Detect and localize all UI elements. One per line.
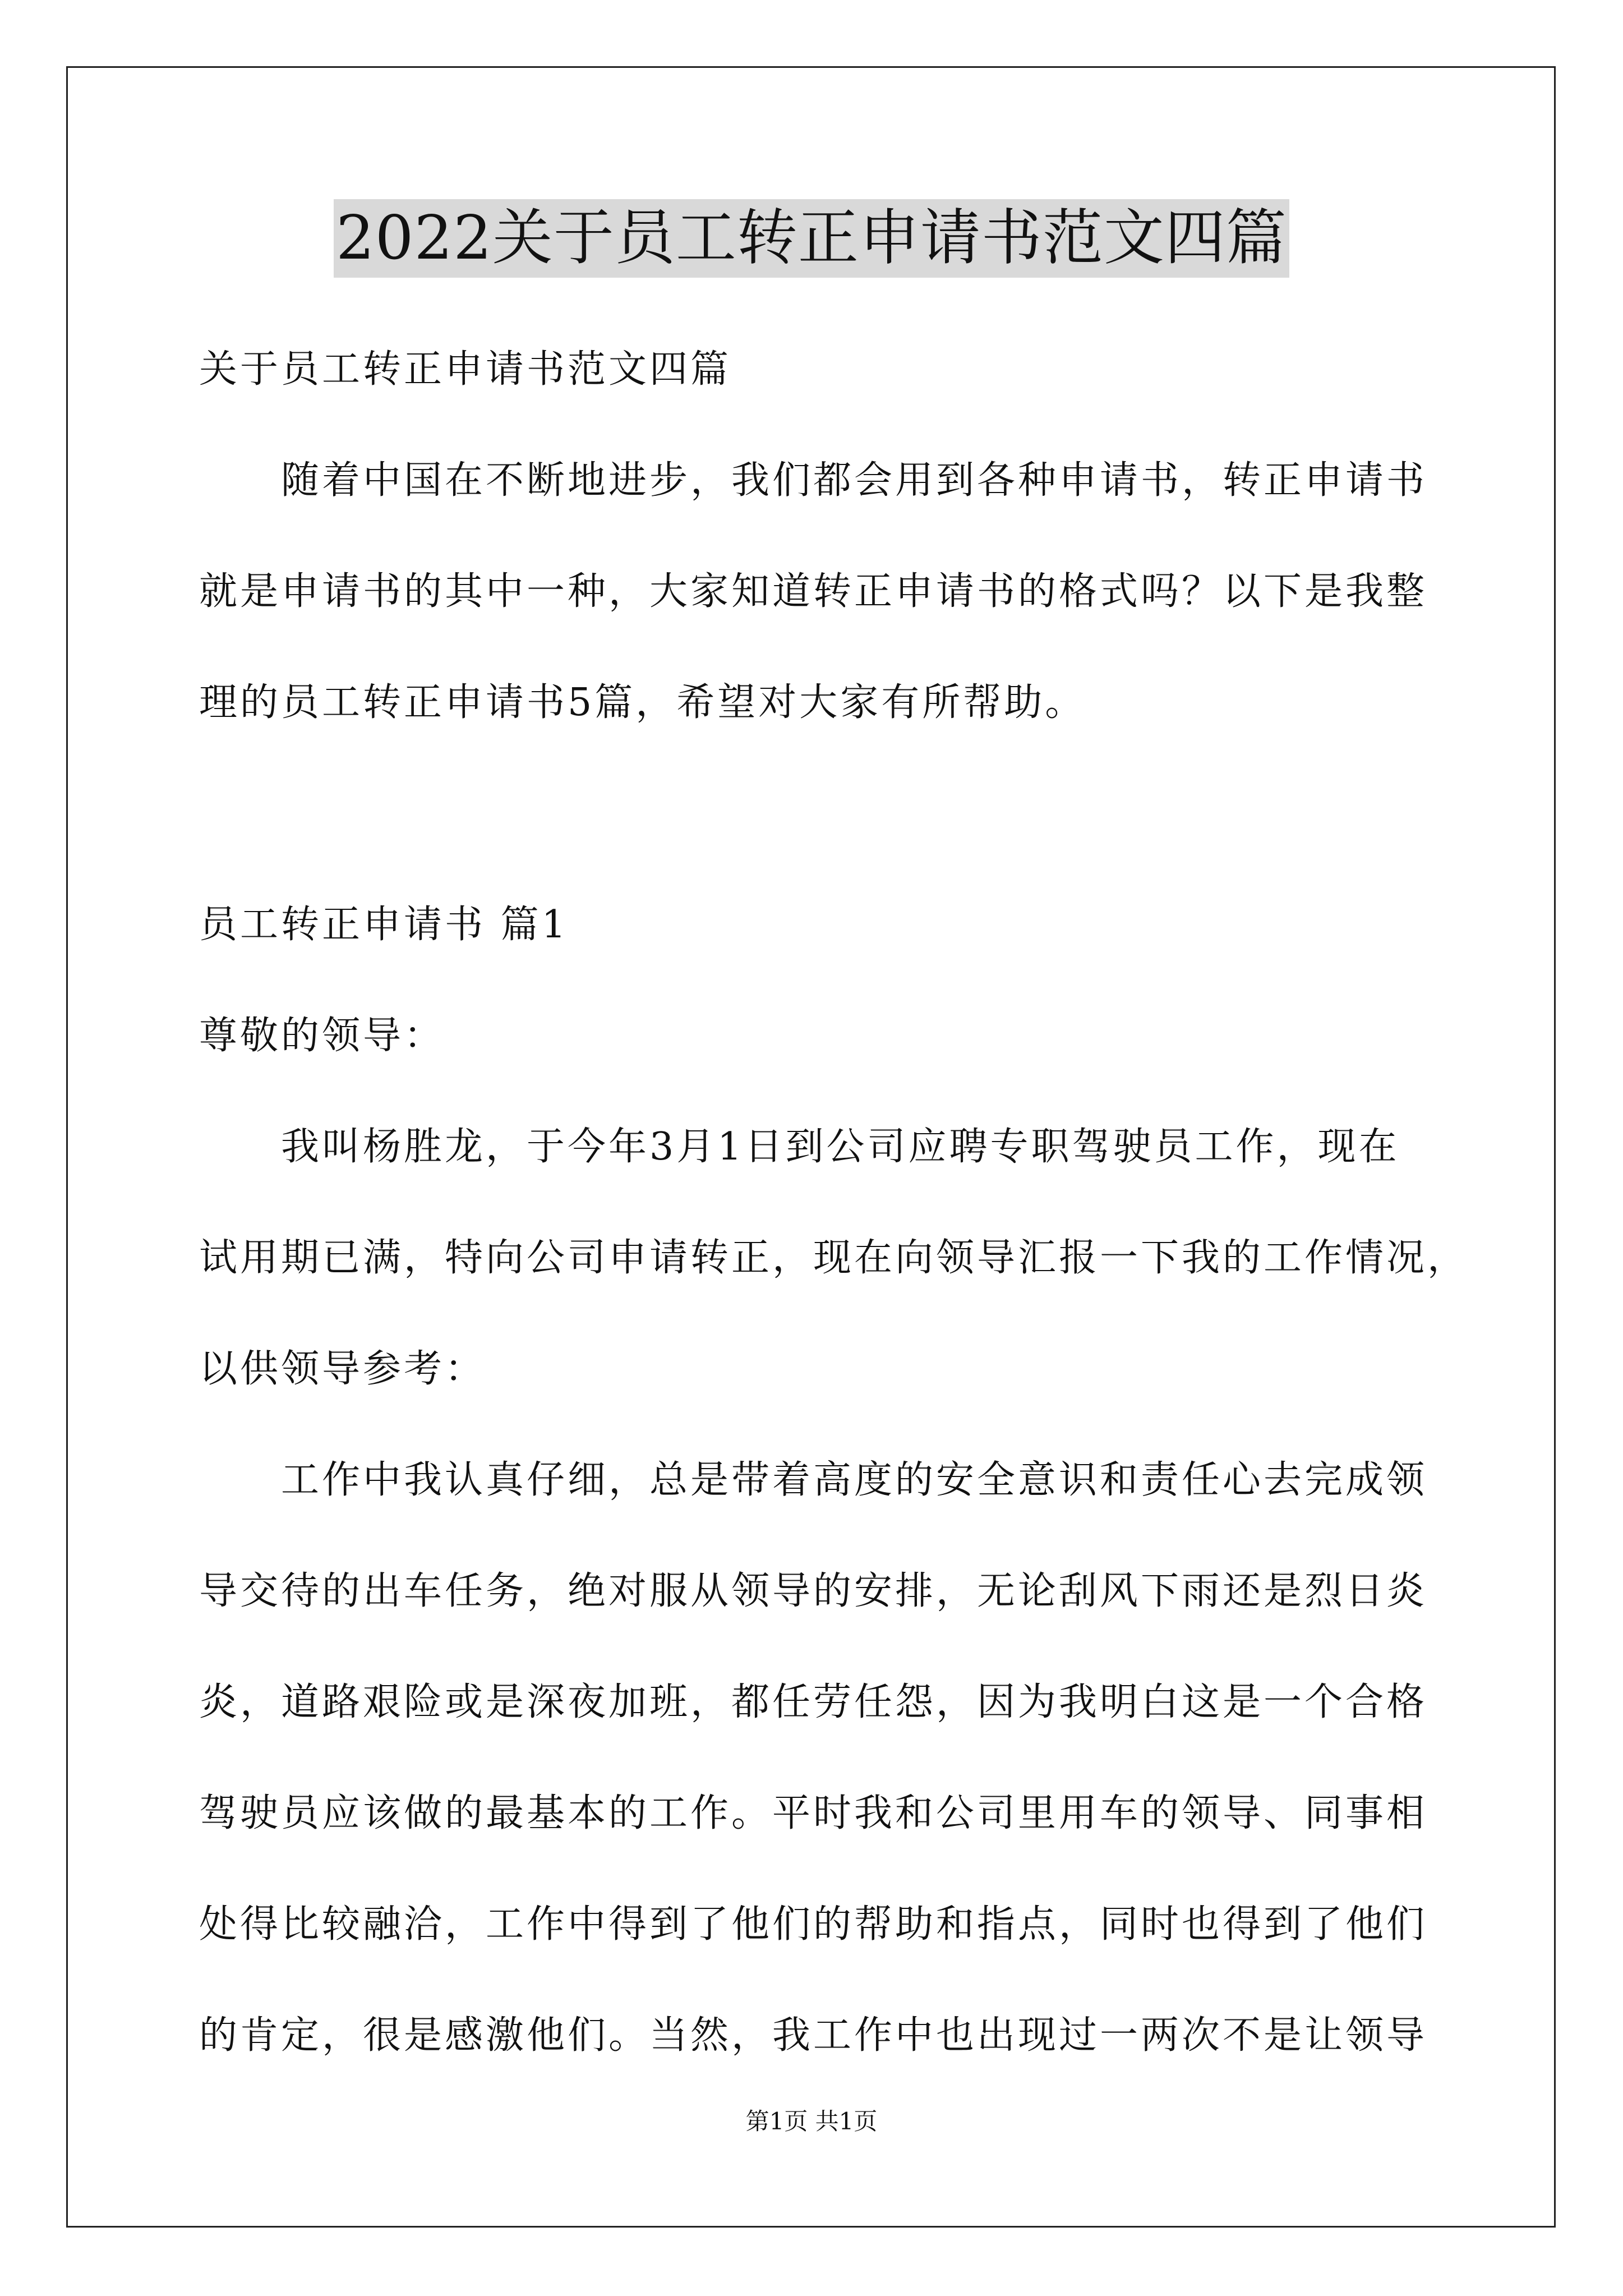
- text-line: 员工转正申请书 篇1: [199, 903, 569, 947]
- text-line: 就是申请书的其中一种，大家知道转正申请书的格式吗？以下是我整: [199, 569, 1428, 614]
- text-line: 工作中我认真仔细，总是带着高度的安全意识和责任心去完成领: [281, 1458, 1428, 1502]
- page-footer: 第1页 共1页: [745, 2108, 878, 2135]
- text-line: 的肯定，很是感激他们。当然，我工作中也出现过一两次不是让领导: [199, 2013, 1428, 2058]
- text-line: 尊敬的领导：: [199, 1014, 445, 1058]
- text-line: 导交待的出车任务，绝对服从领导的安排，无论刮风下雨还是烈日炎: [199, 1569, 1428, 1613]
- text-line: 处得比较融洽，工作中得到了他们的帮助和指点，同时也得到了他们: [199, 1902, 1428, 1947]
- text-line: 炎，道路艰险或是深夜加班，都任劳任怨，因为我明白这是一个合格: [199, 1680, 1428, 1724]
- text-line: 随着中国在不断地进步，我们都会用到各种申请书，转正申请书: [281, 458, 1428, 503]
- text-line: 我叫杨胜龙，于今年3月1日到公司应聘专职驾驶员工作，现在: [281, 1125, 1400, 1169]
- text-line: 以供领导参考：: [199, 1347, 486, 1391]
- title-container: [0, 199, 1623, 278]
- text-line: 理的员工转正申请书5篇，希望对大家有所帮助。: [199, 680, 1086, 725]
- blank-line: [199, 758, 1478, 869]
- text-line: 试用期已满，特向公司申请转正，现在向领导汇报一下我的工作情况，: [199, 1236, 1469, 1280]
- document-title: 2022关于员工转正申请书范文四篇: [334, 199, 1289, 278]
- document-body: [199, 314, 1478, 2091]
- text-line: 驾驶员应该做的最基本的工作。平时我和公司里用车的领导、同事相: [199, 1791, 1428, 1835]
- text-line: 关于员工转正申请书范文四篇: [199, 347, 732, 392]
